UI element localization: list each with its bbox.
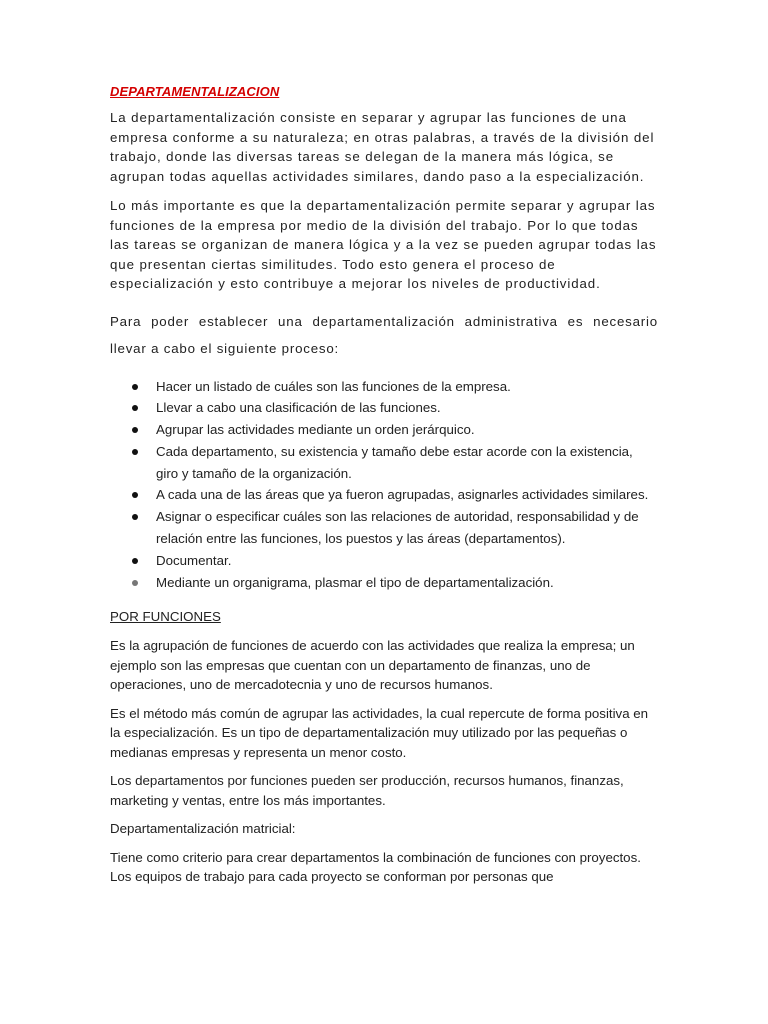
- list-item: [110, 376, 658, 398]
- list-item-text: Cada departamento, su existencia y tamaño debe estar acorde con la existencia, giro y tamaño de la organización.: [156, 443, 633, 481]
- list-item: [110, 550, 658, 572]
- list-item: [110, 397, 658, 419]
- list-item-text: Documentar.: [156, 552, 232, 568]
- section-title-matricial: Departamentalización matricial:: [110, 821, 296, 837]
- bullet-icon: [132, 558, 138, 564]
- list-item-text: Asignar o especificar cuáles son las relaciones de autoridad, responsabilidad y de relación entre las funciones, los puestos y las áreas (departamentos).: [156, 509, 639, 547]
- bullet-icon: [132, 492, 138, 498]
- intro-paragraph: Lo más importante es que la departamentalización permite separar y agrupar las funciones de la empresa por medio de la división del trabajo. Por lo que todas las tareas se organizan de manera lógica y a la vez se pueden agrupar todas las que presentan ciertas similitudes. Todo esto genera el proceso de especialización y esto contribuye a mejorar los niveles de productividad.: [110, 198, 657, 291]
- section-paragraph: Es la agrupación de funciones de acuerdo con las actividades que realiza la empresa; un ejemplo son las empresas que cuentan con un departamento de finanzas, uno de operaciones, uno de mercadotecnia y uno de recursos humanos.: [110, 638, 635, 693]
- list-item: [110, 572, 658, 594]
- bullet-icon: [132, 449, 138, 455]
- list-item-text: Llevar a cabo una clasificación de las funciones.: [156, 400, 441, 416]
- list-item: [110, 419, 658, 441]
- section-paragraph: Los departamentos por funciones pueden ser producción, recursos humanos, finanzas, marketing y ventas, entre los más importantes.: [110, 773, 624, 808]
- section-title-funciones: POR FUNCIONES: [110, 609, 221, 625]
- bullet-icon: [132, 580, 138, 586]
- list-item: [110, 484, 658, 506]
- section-paragraph: Tiene como criterio para crear departamentos la combinación de funciones con proyectos. Los equipos de trabajo para cada proyecto se conforman por personas que: [110, 849, 641, 885]
- list-item-text: Agrupar las actividades mediante un orden jerárquico.: [156, 422, 475, 438]
- bullet-icon: [132, 405, 138, 411]
- list-item: [110, 441, 658, 485]
- list-item-text: Mediante un organigrama, plasmar el tipo de departamentalización.: [156, 574, 554, 590]
- process-steps-list: [110, 376, 658, 594]
- bullet-icon: [132, 514, 138, 520]
- intro-paragraph: La departamentalización consiste en separar y agrupar las funciones de una empresa conforme a su naturaleza; en otras palabras, a través de la división del trabajo, donde las diversas tareas se delegan de la manera más lógica, se agrupan todas aquellas actividades similares, dando paso a la especialización.: [110, 110, 655, 184]
- document-content: [110, 84, 658, 896]
- document-title: DEPARTAMENTALIZACION: [110, 84, 280, 99]
- bullet-icon: [132, 384, 138, 390]
- process-intro-paragraph: Para poder establecer una departamentalización administrativa es necesario llevar a cabo el siguiente proceso:: [110, 313, 658, 356]
- section-paragraph: Es el método más común de agrupar las actividades, la cual repercute de forma positiva en la especialización. Es un tipo de departamentalización muy utilizado por las pequeñas o medianas empresas y representa un menor costo.: [110, 705, 649, 760]
- list-item: [110, 506, 658, 550]
- list-item-text: A cada una de las áreas que ya fueron agrupadas, asignarles actividades similares.: [156, 487, 649, 503]
- bullet-icon: [132, 427, 138, 433]
- list-item-text: Hacer un listado de cuáles son las funciones de la empresa.: [156, 378, 511, 394]
